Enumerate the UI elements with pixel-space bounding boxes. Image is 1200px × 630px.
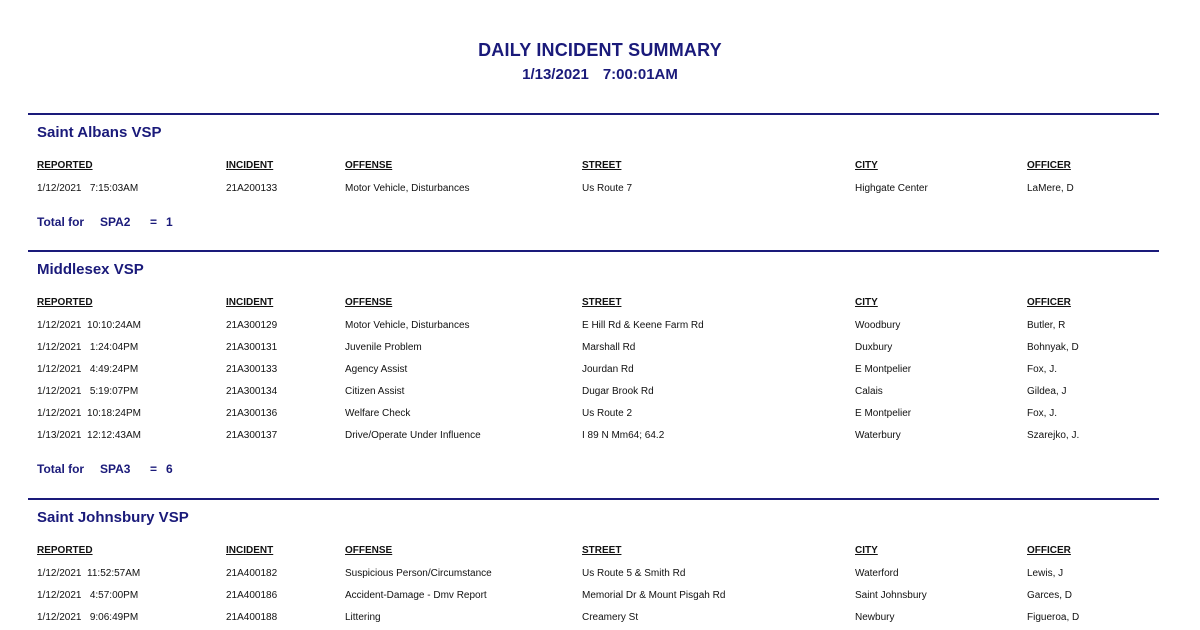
total-label: Total for bbox=[37, 462, 85, 476]
column-header-officer: OFFICER bbox=[1027, 545, 1071, 556]
cell-offense: Littering bbox=[345, 612, 381, 623]
column-header-offense: OFFENSE bbox=[345, 297, 393, 308]
cell-city: Duxbury bbox=[855, 342, 893, 353]
report-date: 1/13/2021 bbox=[522, 66, 589, 83]
column-header-officer: OFFICER bbox=[1027, 297, 1071, 308]
cell-offense: Motor Vehicle, Disturbances bbox=[345, 320, 470, 331]
cell-city: Newbury bbox=[855, 612, 895, 623]
cell-reported: 1/12/2021 9:06:49PM bbox=[37, 612, 139, 623]
column-header-offense: OFFENSE bbox=[345, 160, 393, 171]
cell-street: Creamery St bbox=[582, 612, 639, 623]
section-total bbox=[37, 215, 173, 229]
cell-incident: 21A300136 bbox=[226, 408, 278, 419]
column-header-street: STREET bbox=[582, 160, 622, 171]
column-header-officer: OFFICER bbox=[1027, 160, 1071, 171]
cell-reported: 1/12/2021 4:57:00PM bbox=[37, 590, 139, 601]
cell-reported: 1/12/2021 11:52:57AM bbox=[37, 568, 141, 579]
cell-offense: Juvenile Problem bbox=[345, 342, 422, 353]
report-time: 7:00:01AM bbox=[602, 66, 678, 83]
column-header-reported: REPORTED bbox=[37, 545, 93, 556]
column-header-incident: INCIDENT bbox=[226, 160, 274, 171]
total-code: SPA2 bbox=[100, 215, 131, 229]
total-count: 1 bbox=[166, 215, 173, 229]
cell-city: Saint Johnsbury bbox=[855, 590, 927, 601]
cell-reported: 1/12/2021 4:49:24PM bbox=[37, 364, 139, 375]
cell-officer: Lewis, J bbox=[1027, 568, 1064, 579]
column-header-city: CITY bbox=[855, 297, 878, 308]
cell-city: Calais bbox=[855, 386, 883, 397]
cell-street: Dugar Brook Rd bbox=[582, 386, 654, 397]
cell-officer: Figueroa, D bbox=[1027, 612, 1080, 623]
cell-reported: 1/12/2021 10:10:24AM bbox=[37, 320, 141, 331]
cell-street: E Hill Rd & Keene Farm Rd bbox=[582, 320, 704, 331]
cell-city: Waterford bbox=[855, 568, 899, 579]
section-divider bbox=[28, 250, 1159, 252]
column-header-offense: OFFENSE bbox=[345, 545, 393, 556]
cell-incident: 21A300137 bbox=[226, 430, 278, 441]
total-code: SPA3 bbox=[100, 462, 131, 476]
cell-reported: 1/12/2021 5:19:07PM bbox=[37, 386, 139, 397]
cell-offense: Accident-Damage - Dmv Report bbox=[345, 590, 487, 601]
cell-reported: 1/12/2021 7:15:03AM bbox=[37, 183, 139, 194]
cell-officer: Bohnyak, D bbox=[1027, 342, 1079, 353]
section-title: Middlesex VSP bbox=[37, 261, 144, 278]
total-equals: = bbox=[150, 462, 158, 476]
cell-offense: Citizen Assist bbox=[345, 386, 405, 397]
cell-city: E Montpelier bbox=[855, 408, 912, 419]
column-header-street: STREET bbox=[582, 297, 622, 308]
cell-street: Jourdan Rd bbox=[582, 364, 634, 375]
cell-offense: Agency Assist bbox=[345, 364, 408, 375]
cell-officer: Gildea, J bbox=[1027, 386, 1067, 397]
cell-reported: 1/12/2021 1:24:04PM bbox=[37, 342, 139, 353]
section-total bbox=[37, 462, 173, 476]
cell-reported: 1/13/2021 12:12:43AM bbox=[37, 430, 141, 441]
report-datetime bbox=[0, 66, 1200, 83]
cell-offense: Suspicious Person/Circumstance bbox=[345, 568, 492, 579]
cell-officer: Butler, R bbox=[1027, 320, 1066, 331]
column-header-reported: REPORTED bbox=[37, 297, 93, 308]
cell-officer: Fox, J. bbox=[1027, 364, 1058, 375]
cell-offense: Welfare Check bbox=[345, 408, 411, 419]
cell-city: E Montpelier bbox=[855, 364, 912, 375]
section-title: Saint Albans VSP bbox=[37, 124, 162, 141]
cell-incident: 21A400186 bbox=[226, 590, 278, 601]
column-header-reported: REPORTED bbox=[37, 160, 93, 171]
section-title: Saint Johnsbury VSP bbox=[37, 509, 189, 526]
cell-offense: Drive/Operate Under Influence bbox=[345, 430, 481, 441]
cell-street: Us Route 7 bbox=[582, 183, 633, 194]
cell-officer: Szarejko, J. bbox=[1027, 430, 1080, 441]
column-header-incident: INCIDENT bbox=[226, 545, 274, 556]
section-divider bbox=[28, 113, 1159, 115]
cell-reported: 1/12/2021 10:18:24PM bbox=[37, 408, 141, 419]
column-header-city: CITY bbox=[855, 545, 878, 556]
cell-officer: Fox, J. bbox=[1027, 408, 1058, 419]
cell-street: Marshall Rd bbox=[582, 342, 636, 353]
cell-street: Us Route 5 & Smith Rd bbox=[582, 568, 686, 579]
cell-incident: 21A300129 bbox=[226, 320, 278, 331]
column-header-street: STREET bbox=[582, 545, 622, 556]
cell-incident: 21A400182 bbox=[226, 568, 278, 579]
column-header-incident: INCIDENT bbox=[226, 297, 274, 308]
total-equals: = bbox=[150, 215, 158, 229]
cell-offense: Motor Vehicle, Disturbances bbox=[345, 183, 470, 194]
cell-street: I 89 N Mm64; 64.2 bbox=[582, 430, 665, 441]
cell-city: Woodbury bbox=[855, 320, 901, 331]
total-count: 6 bbox=[166, 462, 173, 476]
cell-street: Us Route 2 bbox=[582, 408, 633, 419]
section-divider bbox=[28, 498, 1159, 500]
cell-officer: Garces, D bbox=[1027, 590, 1073, 601]
cell-incident: 21A400188 bbox=[226, 612, 278, 623]
cell-street: Memorial Dr & Mount Pisgah Rd bbox=[582, 590, 726, 601]
cell-incident: 21A300133 bbox=[226, 364, 278, 375]
cell-city: Highgate Center bbox=[855, 183, 928, 194]
cell-incident: 21A300131 bbox=[226, 342, 278, 353]
cell-incident: 21A300134 bbox=[226, 386, 278, 397]
cell-incident: 21A200133 bbox=[226, 183, 278, 194]
total-label: Total for bbox=[37, 215, 85, 229]
report-title: DAILY INCIDENT SUMMARY bbox=[478, 40, 722, 60]
column-header-city: CITY bbox=[855, 160, 878, 171]
cell-city: Waterbury bbox=[855, 430, 901, 441]
cell-officer: LaMere, D bbox=[1027, 183, 1074, 194]
